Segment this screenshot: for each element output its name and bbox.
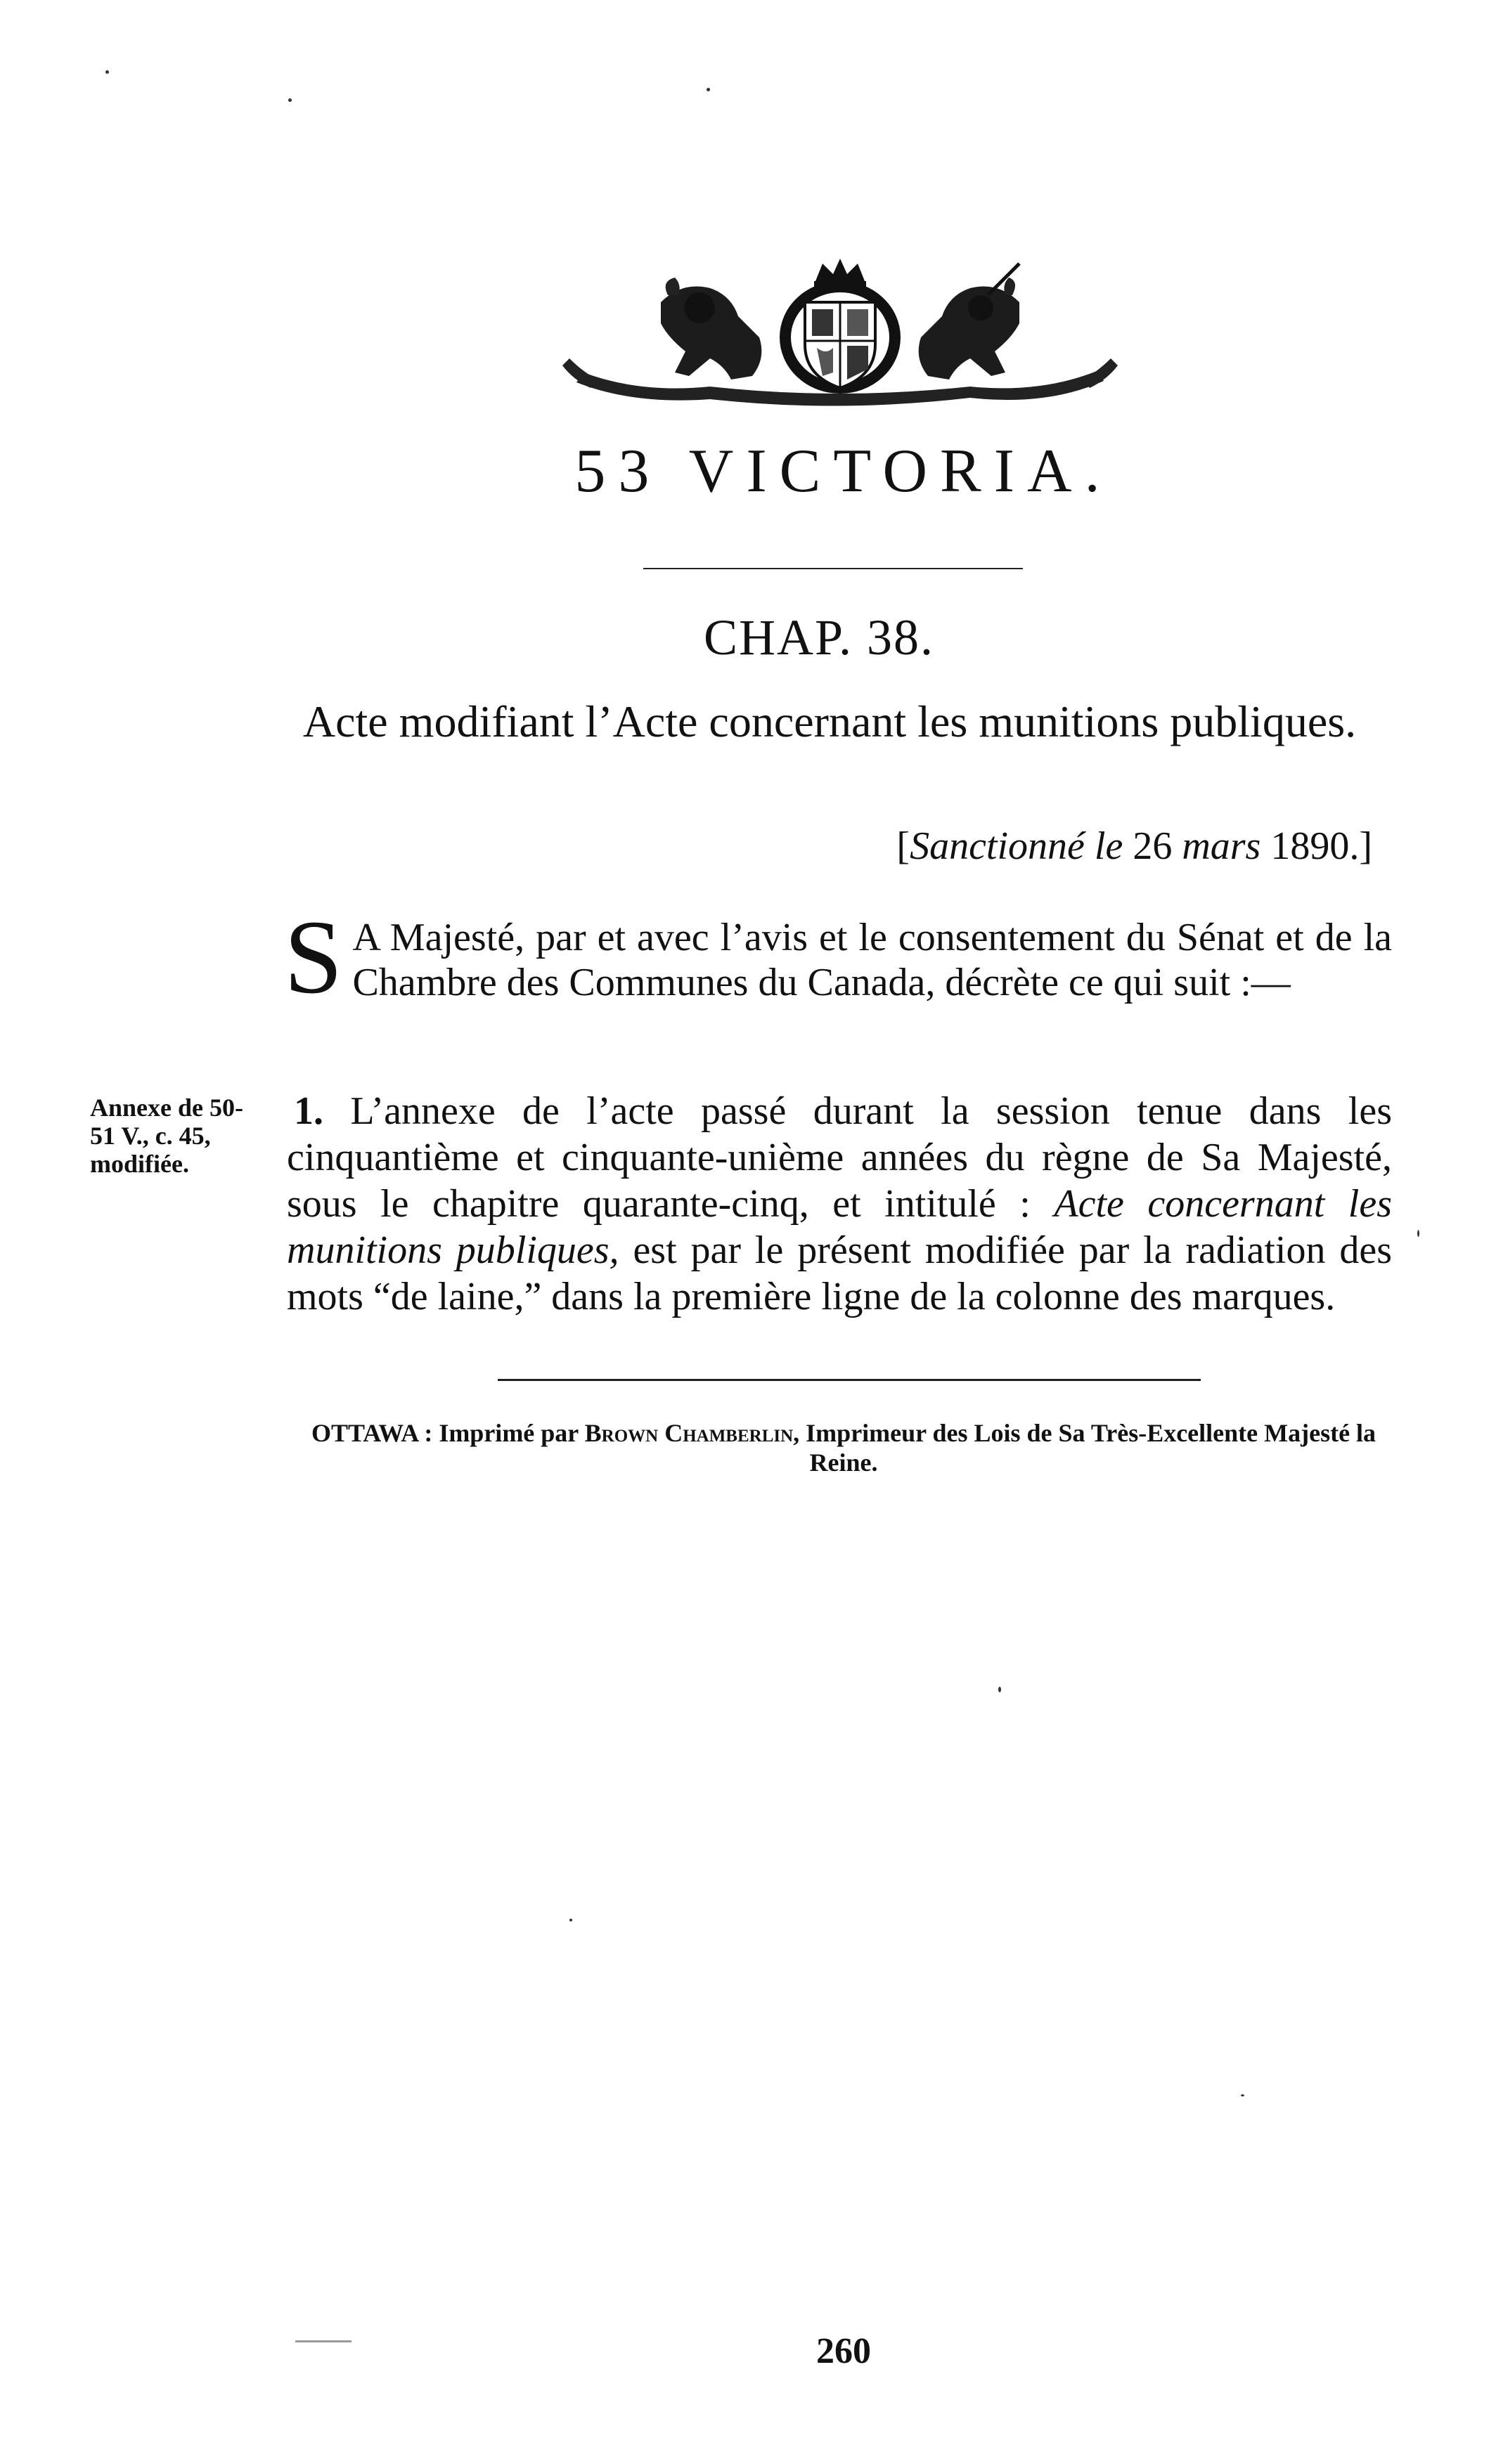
margin-note: Annexe de 50-51 V., c. 45, modifiée. (90, 1094, 243, 1178)
sanction-year: 1890.] (1270, 824, 1372, 868)
royal-coat-of-arms-icon (555, 253, 1125, 429)
section-number: 1. (294, 1089, 323, 1133)
section-text-before: L’annexe de l’acte passé durant la session tenue dans les cinquantième et cinquante-unième années du règne de Sa Majesté, sous le chapitre quarante-cinq, et intitulé : (287, 1089, 1392, 1226)
top-divider (643, 568, 1023, 569)
scan-speck (1417, 1230, 1419, 1237)
section-text-after: est par le présent modifiée par la radiation des mots “de laine,” dans la première ligne de la colonne des marques. (287, 1228, 1392, 1318)
bottom-divider (498, 1379, 1201, 1381)
page-number: 260 (816, 2331, 871, 2371)
act-title: Acte modifiant l’Acte concernant les munitions publiques. (302, 696, 1357, 746)
section-1 (287, 1088, 1392, 1320)
scan-speck (569, 1919, 572, 1921)
preamble-text: A Majesté, par et avec l’avis et le consentement du Sénat et de la Chambre des Communes du Canada, décrète ce qui suit :— (352, 916, 1392, 1004)
sanction-label: Sanctionné le (910, 824, 1123, 868)
scan-speck (1241, 2094, 1244, 2096)
printer-printed-by: Imprimé par (439, 1419, 579, 1447)
printer-name: Brown Chamberlin, (584, 1419, 800, 1447)
scan-speck (105, 70, 109, 74)
section-italic-title: Acte concernant les munitions publiques, (287, 1182, 1392, 1272)
sanction-date (896, 824, 1372, 869)
printer-imprint (281, 1418, 1406, 1477)
scan-speck (707, 88, 710, 91)
preamble (284, 899, 1392, 1016)
printer-rest: Imprimeur des Lois de Sa Très-Excellente Majesté la Reine. (806, 1419, 1376, 1477)
scan-speck (288, 98, 292, 102)
sanction-open-bracket: [ (896, 824, 910, 868)
sanction-month: mars (1182, 824, 1261, 868)
drop-cap: S (284, 899, 343, 1016)
printer-city: OTTAWA : (311, 1419, 433, 1447)
scan-speck (295, 2340, 352, 2342)
sanction-day: 26 (1133, 824, 1173, 868)
scan-speck (998, 1687, 1001, 1692)
chapter-heading: CHAP. 38. (703, 609, 935, 666)
reign-heading: 53 VICTORIA. (574, 437, 1113, 505)
